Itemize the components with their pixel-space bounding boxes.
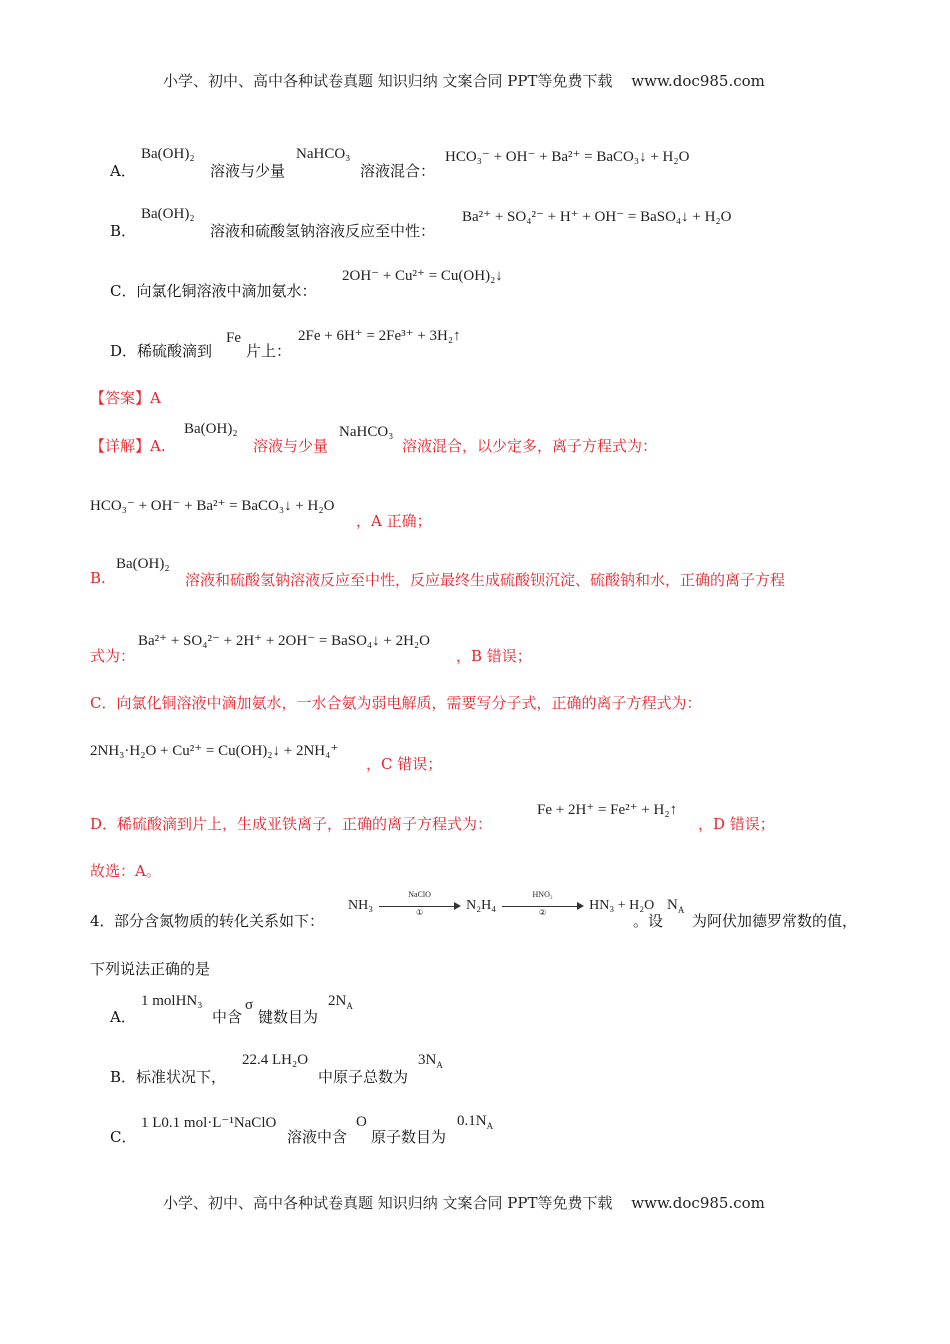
q4-a-text1: 中含 [212,1008,243,1026]
q4-c-oxygen: O [356,1114,367,1130]
q4-option-c-label: C． [110,1128,137,1146]
detail-d-text: D．稀硫酸滴到片上，生成亚铁离子，正确的离子方程式为： [90,815,493,833]
q3-b-formula-baoh2: Ba(OH)₂ [141,206,195,222]
q3-option-c-label: C．向氯化铜溶液中滴加氨水： [110,282,317,300]
page-header [163,70,765,91]
q3-option-d-label: D．稀硫酸滴到 [110,342,213,360]
detail-conclusion: 故选：A。 [90,862,161,880]
q4-b-formula: 22.4 LH₂O [242,1052,309,1068]
footer-url: www.doc985.com [631,1194,765,1212]
q4-a-value-sub: A [346,1001,353,1011]
detail-b-formula-baoh2: Ba(OH)₂ [116,556,170,572]
q4-b-value-main: 3N [418,1052,437,1068]
q4-stem-part4: 下列说法正确的是 [90,960,211,978]
q4-c-value [457,1113,493,1131]
q4-arrow-2-line [502,906,578,907]
footer-text: 小学、初中、高中各种试卷真题 知识归纳 文案合同 PPT等免费下载 [163,1194,613,1212]
header-text: 小学、初中、高中各种试卷真题 知识归纳 文案合同 PPT等免费下载 [163,72,613,90]
q4-number: 4． [90,912,115,930]
q4-step-1: ① [416,908,424,917]
q4-reagent-1: NaClO [408,890,431,899]
detail-a-equation: HCO₃⁻ + OH⁻ + Ba²⁺ = BaCO₃↓ + H₂O [90,498,335,514]
q4-b-value [418,1052,443,1070]
q4-reagent-2: HNO₂ [532,890,553,899]
q3-option-b-label: B． [110,222,137,240]
q4-arrow-1-line [379,906,455,907]
q4-na-sub: A [677,905,685,915]
q4-reaction-scheme [348,890,655,917]
q4-a-formula: 1 molHN₃ [141,993,203,1009]
detail-b-text2: 式为： [90,647,136,665]
q4-option-b-label: B．标准状况下， [110,1068,227,1086]
detail-b-equation: Ba²⁺ + SO₄²⁻ + 2H⁺ + 2OH⁻ = BaSO₄↓ + 2H₂O [138,633,430,649]
q4-b-text1: 中原子总数为 [318,1068,409,1086]
q4-species-products: HN₃ + H₂O [589,898,655,914]
q4-b-value-sub: A [436,1060,443,1070]
page-footer [163,1192,765,1213]
q3-d-equation: 2Fe + 6H⁺ = 2Fe³⁺ + 3H₂↑ [298,328,461,344]
detail-b-label: B. [90,569,106,587]
detail-d-end: ，D 错误； [698,815,775,833]
detail-c-end: ，C 错误； [366,755,443,773]
q3-a-formula-nahco3: NaHCO₃ [296,146,351,162]
q3-option-a-label: A． [110,162,136,180]
detail-c-text: C．向氯化铜溶液中滴加氨水，一水合氨为弱电解质，需要写分子式，正确的离子方程式为： [90,694,702,712]
q3-a-equation: HCO₃⁻ + OH⁻ + Ba²⁺ = BaCO₃↓ + H₂O [445,149,690,165]
q4-arrow-1 [377,890,463,917]
detail-b-end: ，B 错误； [456,647,532,665]
detail-b-text1: 溶液和硫酸氢钠溶液反应至中性，反应最终生成硫酸钡沉淀、硫酸钠和水，正确的离子方程 [185,571,786,589]
q4-stem-part2: 。设 [633,912,664,930]
q4-species-nh3: NH₃ [348,898,374,914]
detail-a-end: ，A 正确； [356,512,432,530]
q4-c-text2: 原子数目为 [371,1128,447,1146]
q4-stem-part1: 部分含氮物质的转化关系如下： [114,912,325,930]
detail-a-formula-baoh2: Ba(OH)₂ [184,421,238,437]
q3-d-text1: 片上： [246,342,292,360]
q4-c-formula: 1 L0.1 mol·L⁻¹NaClO [141,1115,277,1131]
detail-a-text1: 溶液与少量 [253,437,329,455]
q4-arrow-2 [500,890,586,917]
q3-b-equation: Ba²⁺ + SO₄²⁻ + H⁺ + OH⁻ = BaSO₄↓ + H₂O [462,209,732,225]
q4-na-symbol [667,897,684,915]
detail-label: 【详解】A. [90,437,166,455]
answer-label: 【答案】A [90,389,161,407]
detail-a-formula-nahco3: NaHCO₃ [339,424,394,440]
q3-b-text1: 溶液和硫酸氢钠溶液反应至中性： [210,222,436,240]
q4-na-letter: N [667,897,678,913]
q4-c-text1: 溶液中含 [287,1128,348,1146]
detail-a-text2: 溶液混合，以少定多，离子方程式为： [402,437,658,455]
q3-d-formula-fe: Fe [226,330,241,346]
detail-c-equation: 2NH₃·H₂O + Cu²⁺ = Cu(OH)₂↓ + 2NH₄⁺ [90,743,339,759]
q4-stem-part3: 为阿伏加德罗常数的值， [692,912,858,930]
q3-a-formula-baoh2: Ba(OH)₂ [141,146,195,162]
q4-option-a-label: A． [110,1008,136,1026]
q3-a-text2: 溶液混合： [360,162,436,180]
q4-a-text2: 键数目为 [258,1008,319,1026]
q3-a-text1: 溶液与少量 [210,162,286,180]
detail-d-equation: Fe + 2H⁺ = Fe²⁺ + H₂↑ [537,802,678,818]
header-url: www.doc985.com [631,72,765,90]
q4-a-value [328,993,353,1011]
q3-c-equation: 2OH⁻ + Cu²⁺ = Cu(OH)₂↓ [342,268,503,284]
q4-c-value-main: 0.1N [457,1113,487,1129]
q4-a-sigma: σ [245,997,254,1013]
q4-step-2: ② [539,908,547,917]
q4-a-value-main: 2N [328,993,347,1009]
q4-species-n2h4: N₂H₄ [466,898,497,914]
q4-c-value-sub: A [486,1121,494,1131]
